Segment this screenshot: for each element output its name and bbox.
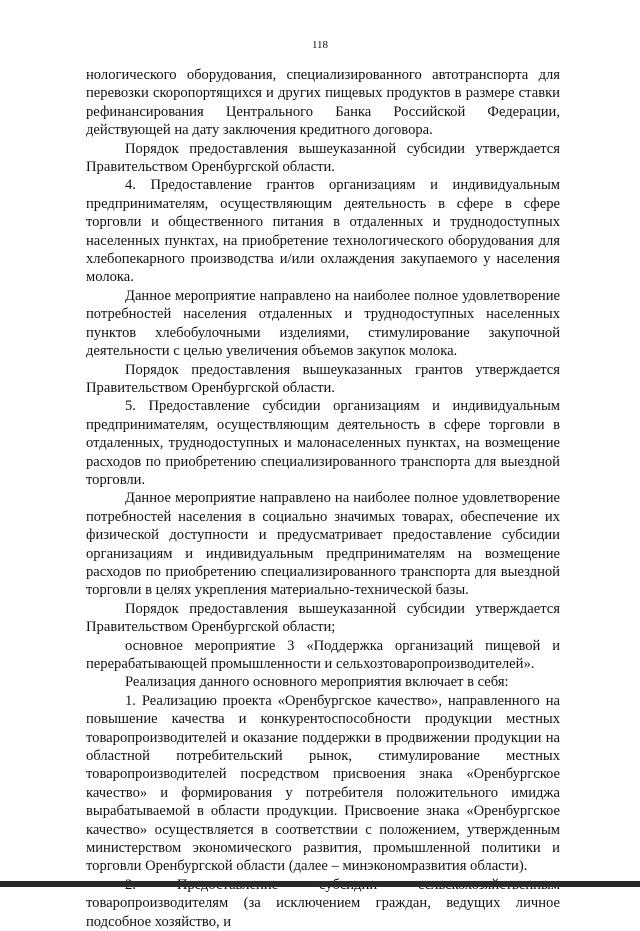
paragraph: основное мероприятие 3 «Поддержка организаций пищевой и перерабатывающей промышленности и сельхозтоваропроизводителей». xyxy=(86,637,560,672)
document-body xyxy=(86,66,560,931)
paragraph: 5. Предоставление субсидии организациям и индивидуальным предпринимателям, осуществляющим деятельность в сфере торговли в отдаленных, труднодоступных и малонаселенных пунктах, на возмещение расходов по приобретению специализированного транспорта для выездной торговли. xyxy=(86,398,560,488)
paragraph: Порядок предоставления вышеуказанной субсидии утверждается Правительством Оренбургской области; xyxy=(86,600,560,636)
paragraph: 1. Реализацию проекта «Оренбургское качество», направленного на повышение качества и конкурентоспособности продукции местных товаропроизводителей и оказание поддержки в продвижении продукции на областной потребительский рынок, стимулирование местных товаропроизводителей посредством присвоения знака «Оренбургское качество» и формирования у потребителя положительного имиджа вырабатываемой в области продукции. Присвоение знака «Оренбургское качество» осуществляется в соответствии с положением, утвержденным министерством экономического развития, промышленной политики и торговли Оренбургской области (далее – минэкономразвития области). xyxy=(86,692,560,875)
paragraph: 4. Предоставление грантов организациям и индивидуальным предпринимателям, осуществляющим деятельность в сфере в сфере торговли и общественного питания в отдаленных и труднодоступных населенных пунктах, на приобретение технологического оборудования для хлебопекарного производства и/или охлаждения закупаемого у населения молока. xyxy=(86,177,560,286)
paragraph: товаропроизводителям (за исключением граждан, ведущих личное подсобное хозяйство, и xyxy=(86,895,560,930)
paragraph: Реализация данного основного мероприятия включает в себя: xyxy=(125,674,509,691)
paragraph-continuation: нологического оборудования, специализированного автотранспорта для перевозки скоропортящихся и других пищевых продуктов в размере ставки рефинансирования Центрального Банка Российской Федерации, действующей на дату заключения кредитного договора. xyxy=(86,67,560,139)
paragraph: Порядок предоставления вышеуказанной субсидии утверждается Правительством Оренбургской области. xyxy=(86,140,560,176)
page-number: 118 xyxy=(311,39,329,51)
paragraph: Порядок предоставления вышеуказанных грантов утверждается Правительством Оренбургской области. xyxy=(86,361,560,396)
paragraph: Данное мероприятие направлено на наиболее полное удовлетворение потребностей населения в социально значимых товарах, обеспечение их физической доступности и предусматривает предоставление субсидии организациям и индивидуальным предпринимателям на возмещение расходов по приобретению специализированного транспорта для выездной торговли в целях укрепления материально-технической базы. xyxy=(86,490,560,599)
paragraph: Данное мероприятие направлено на наиболее полное удовлетворение потребностей населения отдаленных и труднодоступных населенных пунктов хлебобулочными изделиями, стимулирование закупочной деятельности с целью увеличения объемов закупок молока. xyxy=(86,287,560,360)
scan-bottom-edge xyxy=(0,881,640,887)
